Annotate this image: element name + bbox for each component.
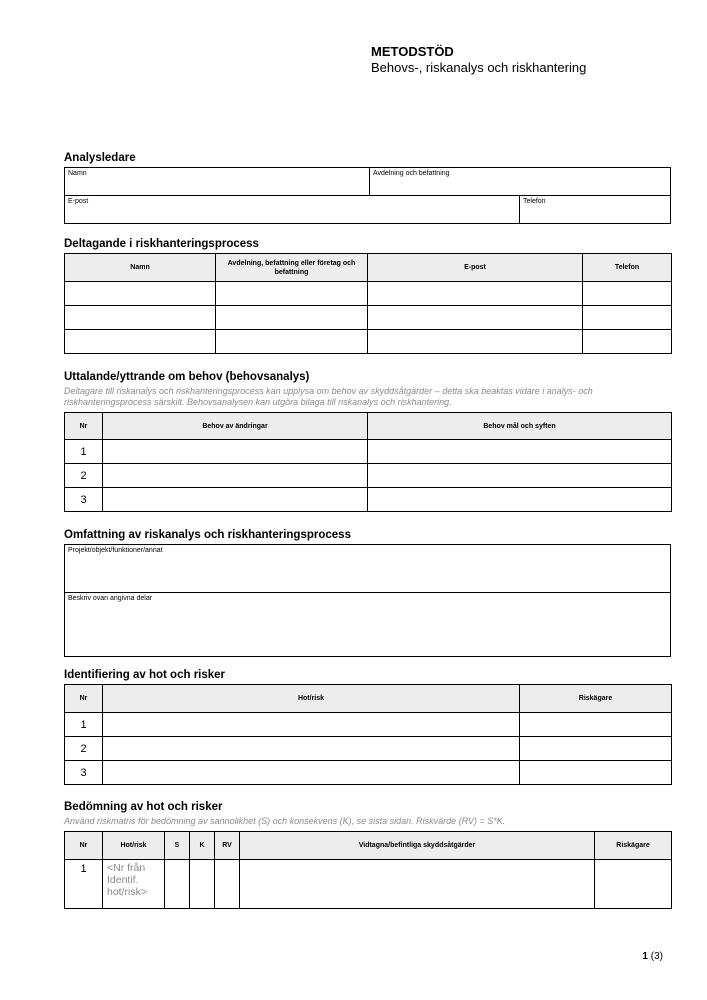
row-number: 3 xyxy=(65,488,103,512)
column-header: Telefon xyxy=(583,254,672,282)
table-header-row xyxy=(65,832,672,860)
table-row xyxy=(65,306,672,330)
table-cell[interactable] xyxy=(103,440,368,464)
bedomning-table xyxy=(64,831,672,909)
project-field-label: Projekt/objekt/funktioner/annat xyxy=(68,547,163,554)
section-behov xyxy=(64,370,671,512)
table-cell[interactable] xyxy=(520,713,672,737)
document-title: METODSTÖD xyxy=(371,44,454,59)
table-cell[interactable] xyxy=(520,761,672,785)
row-number: 3 xyxy=(65,761,103,785)
table-cell[interactable] xyxy=(520,737,672,761)
row-number: 2 xyxy=(65,737,103,761)
table-cell[interactable] xyxy=(240,860,595,909)
table-cell[interactable] xyxy=(368,282,583,306)
hot-risk-placeholder[interactable]: <Nr från Identif. hot/risk> xyxy=(103,860,165,909)
table-row xyxy=(65,761,672,785)
table-cell[interactable] xyxy=(368,488,672,512)
table-cell[interactable] xyxy=(215,860,240,909)
email-field[interactable] xyxy=(65,196,520,223)
section-description-bedomning: Använd riskmatris för bedömning av sannolikhet (S) och konsekvens (K), se sista sidan. Riskvärde (RV) = S*K. xyxy=(64,816,506,826)
deltagande-table xyxy=(64,253,672,354)
table-cell[interactable] xyxy=(368,464,672,488)
table-cell[interactable] xyxy=(65,282,216,306)
document-subtitle: Behovs-, riskanalys och riskhantering xyxy=(371,60,587,75)
column-header: Behov mål och syften xyxy=(368,413,672,440)
email-field-label: E-post xyxy=(68,198,89,205)
document-header xyxy=(371,44,586,76)
row-number: 1 xyxy=(65,860,103,909)
table-cell[interactable] xyxy=(583,306,672,330)
table-row xyxy=(65,860,672,909)
section-title-identifiering: Identifiering av hot och risker xyxy=(64,669,226,681)
phone-field[interactable] xyxy=(520,196,670,223)
omfattning-box xyxy=(64,544,671,657)
section-description-behov: Deltagare till riskanalys och riskhanteringsprocess kan upplysa om behov av skyddsåtgärder – detta ska beaktas vidare i analys- och riskhanteringsprocess särskilt. Behovsanalysen kan utgöra bilaga till riskanalys och riskhantering. xyxy=(64,386,593,407)
table-cell[interactable] xyxy=(583,282,672,306)
column-header: Nr xyxy=(65,413,103,440)
page-number xyxy=(642,951,663,962)
table-cell[interactable] xyxy=(368,306,583,330)
table-cell[interactable] xyxy=(65,330,216,354)
table-cell[interactable] xyxy=(216,306,368,330)
identifiering-table xyxy=(64,684,672,785)
column-header: Hot/risk xyxy=(103,832,165,860)
name-field-label: Namn xyxy=(68,170,87,177)
table-cell[interactable] xyxy=(103,713,520,737)
table-header-row xyxy=(65,685,672,713)
column-header: Vidtagna/befintliga skyddsåtgärder xyxy=(240,832,595,860)
table-header-row xyxy=(65,254,672,282)
table-cell[interactable] xyxy=(103,488,368,512)
section-bedomning xyxy=(64,800,671,909)
name-field[interactable] xyxy=(65,168,370,196)
section-title-deltagande: Deltagande i riskhanteringsprocess xyxy=(64,238,259,250)
describe-field[interactable] xyxy=(65,593,670,656)
section-title-bedomning: Bedömning av hot och risker xyxy=(64,801,223,813)
phone-field-label: Telefon xyxy=(523,198,546,205)
table-cell[interactable] xyxy=(368,440,672,464)
table-row xyxy=(65,282,672,306)
table-cell[interactable] xyxy=(103,737,520,761)
column-header: E-post xyxy=(368,254,583,282)
row-number: 1 xyxy=(65,713,103,737)
column-header: Riskägare xyxy=(520,685,672,713)
table-row xyxy=(65,488,672,512)
table-cell[interactable] xyxy=(216,282,368,306)
table-row xyxy=(65,330,672,354)
column-header: Avdelning, befattning eller företag och befattning xyxy=(216,254,368,282)
row-number: 2 xyxy=(65,464,103,488)
section-omfattning xyxy=(64,528,671,657)
section-analysledare xyxy=(64,151,671,224)
table-row xyxy=(65,464,672,488)
column-header: K xyxy=(190,832,215,860)
table-cell[interactable] xyxy=(595,860,672,909)
dept-field-label: Avdelning och befattning xyxy=(373,170,450,177)
behov-table xyxy=(64,412,672,512)
column-header: Namn xyxy=(65,254,216,282)
row-number: 1 xyxy=(65,440,103,464)
table-row xyxy=(65,440,672,464)
column-header: Riskägare xyxy=(595,832,672,860)
analysledare-box xyxy=(64,167,671,224)
column-header: Nr xyxy=(65,832,103,860)
table-cell[interactable] xyxy=(103,464,368,488)
table-cell[interactable] xyxy=(103,761,520,785)
table-cell[interactable] xyxy=(165,860,190,909)
section-title-analysledare: Analysledare xyxy=(64,152,136,164)
column-header: RV xyxy=(215,832,240,860)
section-title-behov: Uttalande/yttrande om behov (behovsanalys) xyxy=(64,371,310,383)
table-row xyxy=(65,713,672,737)
column-header: Behov av ändringar xyxy=(103,413,368,440)
column-header: Nr xyxy=(65,685,103,713)
page-total: (3) xyxy=(650,951,663,962)
table-row xyxy=(65,737,672,761)
table-cell[interactable] xyxy=(216,330,368,354)
describe-field-label: Beskriv ovan angivna delar xyxy=(68,595,153,602)
table-cell[interactable] xyxy=(368,330,583,354)
section-identifiering xyxy=(64,668,671,785)
column-header: S xyxy=(165,832,190,860)
section-deltagande xyxy=(64,237,671,354)
table-cell[interactable] xyxy=(190,860,215,909)
project-field[interactable] xyxy=(65,545,670,593)
table-cell[interactable] xyxy=(583,330,672,354)
table-cell[interactable] xyxy=(65,306,216,330)
section-title-omfattning: Omfattning av riskanalys och riskhanteringsprocess xyxy=(64,529,351,541)
table-header-row xyxy=(65,413,672,440)
page-current: 1 xyxy=(642,951,648,962)
dept-field[interactable] xyxy=(370,168,670,196)
column-header: Hot/risk xyxy=(103,685,520,713)
